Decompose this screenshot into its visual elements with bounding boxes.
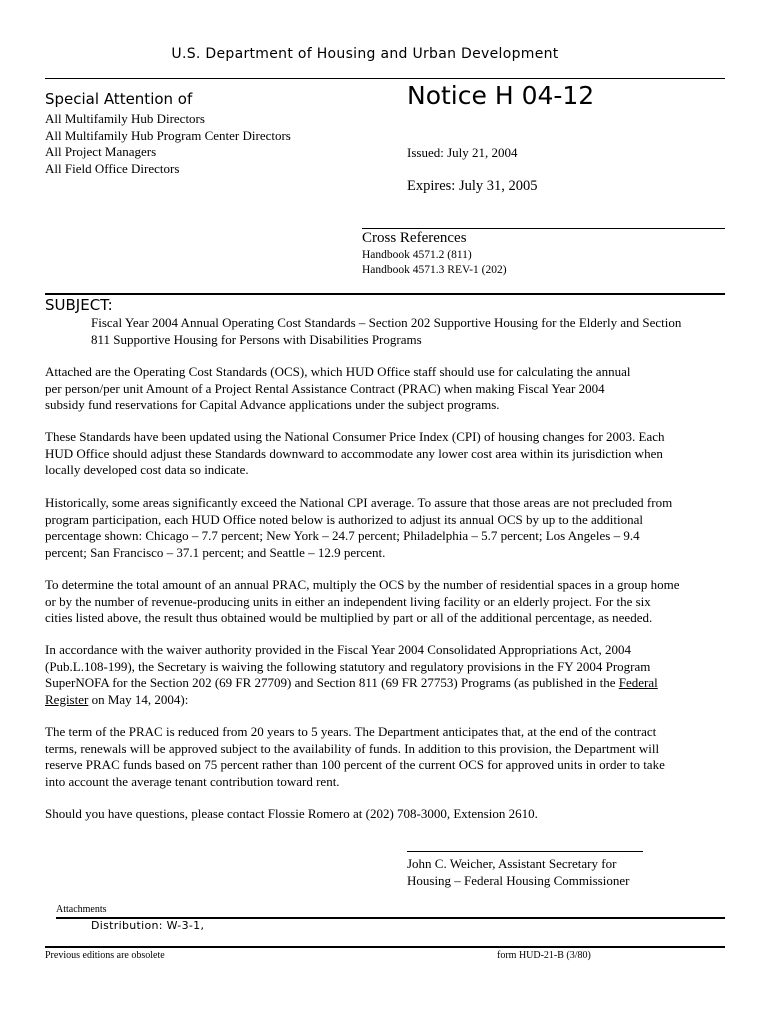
issued-date: Issued: July 21, 2004 <box>407 145 518 160</box>
paragraph-line: HUD Office should adjust these Standards downward to accommodate any lower cost area within its jurisdiction when <box>45 445 663 461</box>
paragraph-line: locally developed cost data so indicate. <box>45 462 249 477</box>
paragraph-line: or by the number of revenue-producing units in either an independent living facility or an elderly project. For the six <box>45 593 651 609</box>
cross-reference-item: Handbook 4571.2 (811) <box>362 249 472 261</box>
recipient: All Project Managers <box>45 144 157 159</box>
recipient: All Multifamily Hub Program Center Directors <box>45 127 291 143</box>
paragraph-line: Should you have questions, please contact Flossie Romero at (202) 708-3000, Extension 2610. <box>45 806 538 821</box>
cross-references-rule <box>362 228 725 229</box>
cross-reference-item: Handbook 4571.3 REV-1 (202) <box>362 264 507 276</box>
paragraph-line: In accordance with the waiver authority provided in the Fiscal Year 2004 Consolidated Appropriations Act, 2004 <box>45 642 631 657</box>
subject-rule <box>45 293 725 295</box>
paragraph-line <box>45 675 735 692</box>
department-header: U.S. Department of Housing and Urban Development <box>171 46 559 62</box>
paragraph-line: program participation, each HUD Office noted below is authorized to adjust its annual OCS by up to the additional <box>45 511 643 527</box>
paragraph-line: percentage shown: Chicago – 7.7 percent; New York – 24.7 percent; Philadelphia – 5.7 percent; Los Angeles – 9.4 <box>45 528 640 543</box>
signature-name: John C. Weicher, Assistant Secretary for <box>407 856 617 871</box>
paragraph-text: SuperNOFA for the Section 202 (69 FR 27709) and Section 811 (69 FR 27753) Programs (as published in the <box>45 675 619 690</box>
paragraph-line: To determine the total amount of an annual PRAC, multiply the OCS by the number of residential spaces in a group home <box>45 577 680 592</box>
paragraph-waiver <box>45 642 735 708</box>
paragraph-line: These Standards have been updated using the National Consumer Price Index (CPI) of housing changes for 2003. Each <box>45 429 665 444</box>
subject-label: SUBJECT: <box>45 296 113 314</box>
paragraph-line: (Pub.L.108-199), the Secretary is waiving the following statutory and regulatory provisions in the FY 2004 Program <box>45 658 651 674</box>
signature-title: Housing – Federal Housing Commissioner <box>407 873 630 888</box>
paragraph-line: into account the average tenant contribution toward rent. <box>45 773 340 789</box>
paragraph-contact <box>45 806 735 823</box>
expires-date: Expires: July 31, 2005 <box>407 178 538 194</box>
footer-rule <box>45 946 725 948</box>
form-number: form HUD-21-B (3/80) <box>497 950 591 961</box>
paragraph-line: terms, renewals will be approved subject to the availability of funds. In addition to this provision, the Department will <box>45 740 660 756</box>
obsolete-note: Previous editions are obsolete <box>45 950 165 961</box>
subject-line: Fiscal Year 2004 Annual Operating Cost Standards – Section 202 Supportive Housing for the Elderly and Section <box>91 315 682 330</box>
paragraph-line: Attached are the Operating Cost Standards (OCS), which HUD Office staff should use for calculating the annual <box>45 364 631 379</box>
recipient-list <box>45 111 291 177</box>
paragraph-line <box>45 692 735 709</box>
subject-text <box>91 315 681 348</box>
paragraph-line: The term of the PRAC is reduced from 20 years to 5 years. The Department anticipates that, at the end of the contract <box>45 724 657 739</box>
recipient: All Multifamily Hub Directors <box>45 111 205 126</box>
paragraph-cpi <box>45 429 735 479</box>
signature-block <box>407 855 629 889</box>
paragraph-line: reserve PRAC funds based on 75 percent rather than 100 percent of the current OCS for approved units in order to take <box>45 757 665 772</box>
header-rule <box>45 78 725 79</box>
distribution-label: Distribution: W-3-1, <box>91 919 205 932</box>
paragraph-line: Historically, some areas significantly exceed the National CPI average. To assure that those areas are not precluded from <box>45 495 673 510</box>
paragraph-line: percent; San Francisco – 37.1 percent; and Seattle – 12.9 percent. <box>45 544 386 560</box>
paragraph-prac-total <box>45 577 735 627</box>
recipient: All Field Office Directors <box>45 160 180 176</box>
paragraph-line: cities listed above, the result thus obtained would be multiplied by part or all of the additional percentage, as needed. <box>45 610 653 625</box>
cross-references-list <box>362 248 507 278</box>
paragraph-term <box>45 724 735 790</box>
paragraph-text: on May 14, 2004): <box>88 691 189 707</box>
notice-number: Notice H 04-12 <box>407 81 595 110</box>
paragraph-historical <box>45 495 735 561</box>
paragraph-ocs <box>45 364 735 414</box>
paragraph-line: subsidy fund reservations for Capital Advance applications under the subject programs. <box>45 397 500 412</box>
federal-register-link[interactable]: Register <box>45 691 89 707</box>
attention-title: Special Attention of <box>45 90 193 108</box>
subject-line: 811 Supportive Housing for Persons with Disabilities Programs <box>91 331 422 347</box>
signature-line <box>407 851 643 852</box>
attachments-label: Attachments <box>56 904 107 915</box>
cross-references-title: Cross References <box>362 230 467 246</box>
paragraph-line: per person/per unit Amount of a Project Rental Assistance Contract (PRAC) when making Fiscal Year 2004 <box>45 380 605 396</box>
federal-register-link[interactable]: Federal <box>618 675 658 690</box>
